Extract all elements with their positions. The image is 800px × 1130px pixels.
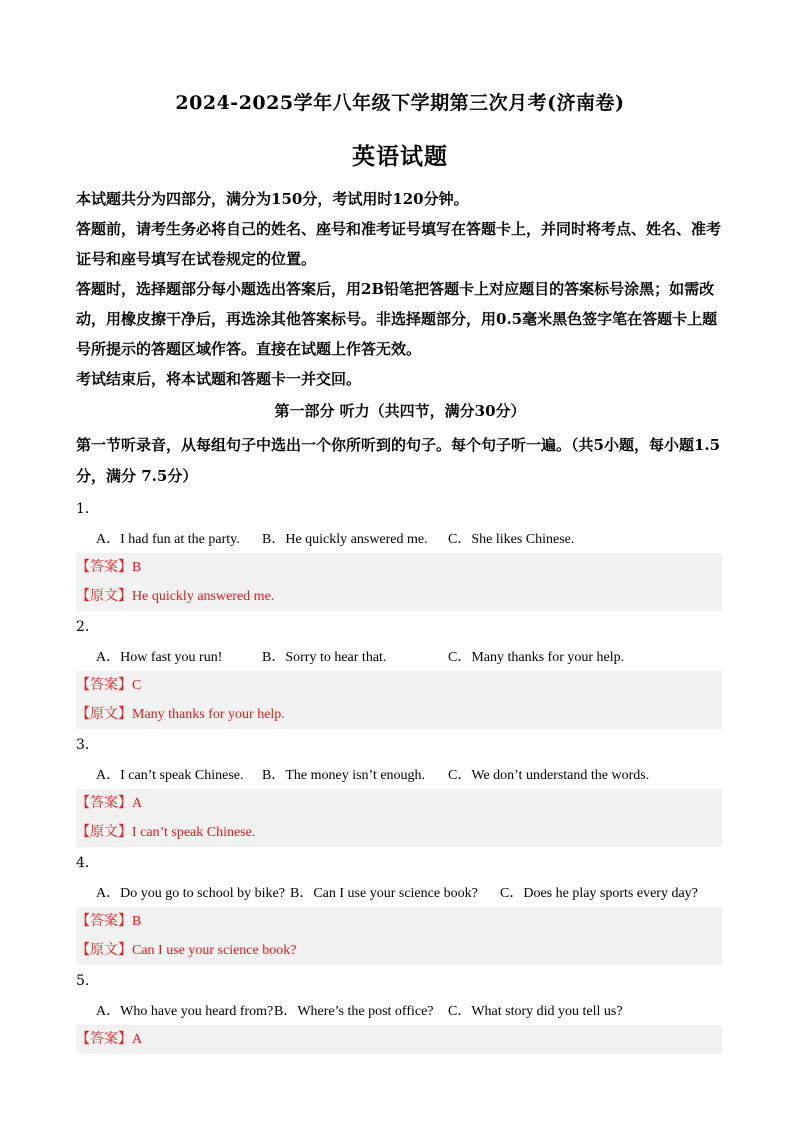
option-b: B．Can I use your science book?: [290, 886, 478, 901]
answer-line: 【答案】B: [76, 914, 142, 929]
option-a: A．How fast you run!: [96, 650, 223, 665]
script-line: 【原文】I can’t speak Chinese.: [76, 825, 256, 840]
question-number: 5．: [76, 973, 99, 989]
answer-line: 【答案】C: [76, 678, 142, 693]
exam-subtitle: 英语试题: [352, 143, 448, 170]
question-number: 3．: [76, 737, 99, 753]
instruction-3: 答题时，选择题部分每小题选出答案后，用2B铅笔把答题卡上对应题目的答案标号涂黑；如需改动，用橡皮擦干净后，再选涂其他答案标号。非选择题部分，用0.5毫米黑色签字笔在答题卡上题号所提示的答题区域作答。直接在试题上作答无效。: [76, 280, 718, 358]
option-a: A．I had fun at the party.: [96, 532, 240, 547]
option-c: C．Does he play sports every day?: [500, 886, 698, 901]
question-options: [96, 1000, 736, 1024]
script-line: 【原文】Many thanks for your help.: [76, 707, 285, 722]
option-a: A．Do you go to school by bike?: [96, 886, 285, 901]
option-c: C．Many thanks for your help.: [448, 650, 625, 665]
instruction-4: 考试结束后，将本试题和答题卡一并交回。: [76, 370, 362, 388]
answer-block: [76, 553, 722, 611]
option-b: B．Where’s the post office?: [274, 1004, 434, 1019]
script-line: 【原文】He quickly answered me.: [76, 589, 275, 604]
exam-title: 2024-2025学年八年级下学期第三次月考(济南卷): [175, 92, 625, 114]
answer-line: 【答案】A: [76, 1032, 143, 1047]
question-number: 2．: [76, 619, 99, 635]
answer-block: [76, 789, 722, 847]
option-b: B．Sorry to hear that.: [262, 650, 387, 665]
option-c: C．What story did you tell us?: [448, 1004, 623, 1019]
instruction-1: 本试题共分为四部分，满分为150分，考试用时120分钟。: [76, 190, 469, 208]
question-number: 1．: [76, 501, 99, 517]
answer-line: 【答案】A: [76, 796, 143, 811]
option-a: A．I can’t speak Chinese.: [96, 768, 244, 783]
question-options: [96, 764, 736, 788]
script-line: 【原文】Can I use your science book?: [76, 943, 297, 958]
question-options: [96, 882, 736, 906]
answer-block: [76, 1025, 722, 1054]
question-options: [96, 646, 736, 670]
question-options: [96, 528, 736, 552]
answer-block: [76, 907, 722, 965]
section-heading: 第一部分 听力（共四节，满分30分）: [274, 402, 526, 420]
question-number: 4．: [76, 855, 99, 871]
answer-block: [76, 671, 722, 729]
answer-line: 【答案】B: [76, 560, 142, 575]
section-description: 第一节听录音，从每组句子中选出一个你所听到的句子。每个句子听一遍。（共5小题，每小题1.5分，满分 7.5分）: [76, 436, 721, 485]
option-b: B．The money isn’t enough.: [262, 768, 426, 783]
option-c: C．She likes Chinese.: [448, 532, 575, 547]
option-a: A．Who have you heard from?: [96, 1004, 274, 1019]
instruction-2: 答题前，请考生务必将自己的姓名、座号和准考证号填写在答题卡上，并同时将考点、姓名、准考证号和座号填写在试卷规定的位置。: [76, 220, 722, 268]
option-c: C．We don’t understand the words.: [448, 768, 650, 783]
option-b: B．He quickly answered me.: [262, 532, 428, 547]
